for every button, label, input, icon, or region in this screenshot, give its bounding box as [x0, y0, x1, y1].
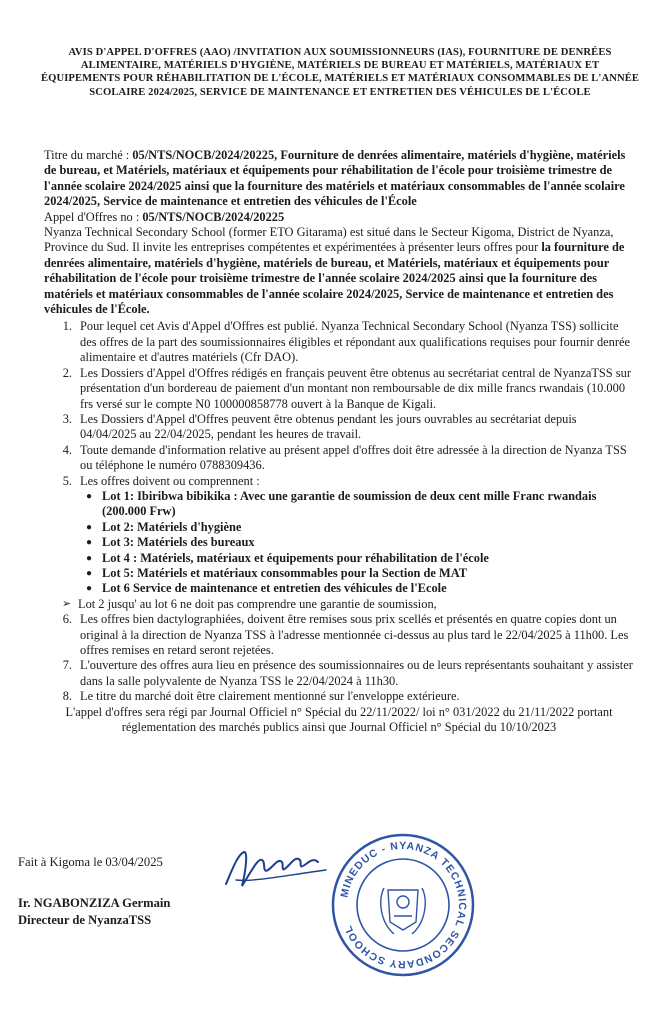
titre-paragraph — [44, 148, 634, 210]
list-item — [44, 412, 634, 443]
intro-text: Nyanza Technical Secondary School (former ETO Gitarama) est situé dans le Secteur Kigoma, District de Nyanza, Province du Sud. Il invite les entreprises compétentes et expérimentées à présenter leurs offres pour — [44, 225, 614, 255]
document-body — [44, 148, 634, 735]
bullet-icon: ● — [86, 583, 93, 595]
item-text: Les offres doivent ou comprennent : — [80, 473, 260, 488]
list-item — [44, 319, 634, 365]
arrow-right-icon: ➢ — [62, 597, 72, 610]
item-number: 3. — [62, 411, 72, 426]
lots-list — [74, 489, 634, 597]
item-text: Toute demande d'information relative au présent appel d'offres doit être adressée à la direction de Nyanza TSS ou téléphone le numéro 0788309436. — [80, 442, 627, 473]
school-stamp — [328, 830, 478, 980]
list-item — [44, 474, 634, 489]
item-number: 8. — [62, 689, 72, 704]
place-date: Fait à Kigoma le 03/04/2025 — [18, 855, 163, 869]
item-text: Les Dossiers d'Appel d'Offres rédigés en français peuvent être obtenus au secrétariat central de NyanzaTSS sur présentation d'un bordereau de paiement d'un montant non remboursable de dix mille francs rwandais (10.000 frs versé sur le compte N0 100000858778 ouvert à la Banque de Kigali. — [80, 365, 631, 411]
item-number: 7. — [62, 658, 72, 673]
lot-item — [74, 535, 634, 550]
signer-title: Directeur de NyanzaTSS — [18, 913, 152, 927]
lot-item — [74, 566, 634, 581]
arrow-note-text: Lot 2 jusqu' au lot 6 ne doit pas comprendre une garantie de soumission, — [78, 596, 437, 611]
handwritten-signature — [222, 840, 332, 900]
list-item — [44, 689, 634, 704]
signer-block — [18, 895, 170, 929]
emblem-icon — [381, 888, 425, 934]
bullet-icon: ● — [86, 537, 93, 549]
appel-value: 05/NTS/NOCB/2024/20225 — [142, 209, 285, 224]
item-number: 5. — [62, 473, 72, 488]
lot-text: Lot 2: Matériels d'hygiène — [102, 519, 242, 534]
lot-text: Lot 5: Matériels et matériaux consommables pour la Section de MAT — [102, 565, 468, 580]
list-item — [44, 366, 634, 412]
item-text: Les Dossiers d'Appel d'Offres peuvent être obtenus pendant les jours ouvrables au secrétariat depuis 04/04/2025 au 22/04/2025, pendant les heures de travail. — [80, 411, 577, 442]
appel-label: Appel d'Offres no : — [44, 209, 143, 224]
bullet-icon: ● — [86, 521, 93, 533]
lot-item — [74, 520, 634, 535]
lot-text: Lot 4 : Matériels, matériaux et équipements pour réhabilitation de l'école — [102, 550, 489, 565]
titre-value: 05/NTS/NOCB/2024/20225, Fourniture de denrées alimentaire, matériels d'hygiène, matériels de bureau, et Matériels, matériaux et équipements pour réhabilitation de l'école pour troisième trimestre de l'année scolaire 2024/2025 ainsi que la fourniture des matériels et matériaux consommables de l'année scolaire 2024/2025, Service de maintenance et entretien des véhicules de l'École — [44, 148, 626, 209]
bullet-icon: ● — [86, 567, 93, 579]
arrow-note — [50, 597, 634, 612]
lot-item — [74, 489, 634, 520]
item-number: 4. — [62, 442, 72, 457]
list-item — [44, 612, 634, 658]
intro-bold-text: la fourniture de denrées alimentaire, matériels d'hygiène, matériels de bureau, et Matériels, matériaux et équipements pour réhabilitation de l'école pour troisième trimestre de l'année scolaire 2024/2025 ainsi que la fourniture des matériels et matériaux consommables de l'année scolaire 2024/2025, Service de maintenance et entretien des véhicules de l'École. — [44, 240, 625, 317]
lot-item — [74, 581, 634, 596]
item-number: 6. — [62, 612, 72, 627]
intro-paragraph — [44, 225, 634, 317]
lot-item — [74, 551, 634, 566]
lot-text: Lot 1: Ibiribwa bibikika : Avec une garantie de soumission de deux cent mille Franc rwandais (200.000 Frw) — [102, 488, 597, 519]
item-text: Le titre du marché doit être clairement mentionné sur l'enveloppe extérieure. — [80, 689, 460, 704]
item-text: L'ouverture des offres aura lieu en présence des soumissionnaires ou de leurs représentants souhaitant y assister dans la salle polyvalente de Nyanza TSS le 22/04/2024 à 11h30. — [80, 658, 633, 688]
numbered-list-2 — [44, 612, 634, 704]
lot-text: Lot 6 Service de maintenance et entretien des véhicules de l'Ecole — [102, 581, 447, 596]
appel-paragraph — [44, 210, 634, 225]
document-heading: AVIS D'APPEL D'OFFRES (AAO) /INVITATION AUX SOUMISSIONNEURS (IAS), FOURNITURE DE DENRÉES ALIMENTAIRE, MATÉRIELS D'HYGIÈNE, MATÉRIELS DE BUREAU ET MATÉRIELS, MATÉRIAUX ET ÉQUIPEMENTS POUR RÉHABILITATION DE L'ÉCOLE, MATÉRIELS ET MATÉRIAUX CONSOMMABLES DE L'ANNÉE SCOLAIRE 2024/2025, SERVICE DE MAINTENANCE ET ENTRETIEN DES VÉHICULES DE L'ÉCOLE — [40, 47, 640, 98]
bullet-icon: ● — [86, 552, 93, 564]
lot-text: Lot 3: Matériels des bureaux — [102, 535, 255, 550]
item-number: 2. — [62, 365, 72, 380]
item-number: 1. — [62, 319, 72, 334]
list-item — [44, 658, 634, 689]
numbered-list — [44, 319, 634, 488]
list-item — [44, 443, 634, 474]
regime-paragraph: L'appel d'offres sera régi par Journal Officiel n° Spécial du 22/11/2022/ loi n° 031/2022 du 21/11/2022 portant réglementation des marchés publics ainsi que Journal Officiel n° Spécial du 10/10/2023 — [65, 704, 613, 735]
bullet-icon: ● — [86, 490, 93, 502]
titre-label: Titre du marché : — [44, 148, 133, 162]
signer-name: Ir. NGABONZIZA Germain — [18, 896, 171, 910]
item-text: Pour lequel cet Avis d'Appel d'Offres est publié. Nyanza Technical Secondary School (Nyanza TSS) sollicite des offres de la part des soumissionnaires éligibles et répondant aux qualifications requises pour fournir denrée alimentaire et d'autres matériels (Cfr DAO). — [80, 319, 630, 365]
stamp-text: MINEDUC - NYANZA TECHNICAL SECONDARY SCHOOL — [338, 839, 469, 971]
item-text: Les offres bien dactylographiées, doivent être remises sous prix scellés et présentés en quatre copies dont un original à la direction de Nyanza TSS à l'adresse mentionnée ci-dessus au plus tard le 22/04/2025 à 11h00. Les offres remises en retard seront rejetées. — [80, 612, 629, 657]
